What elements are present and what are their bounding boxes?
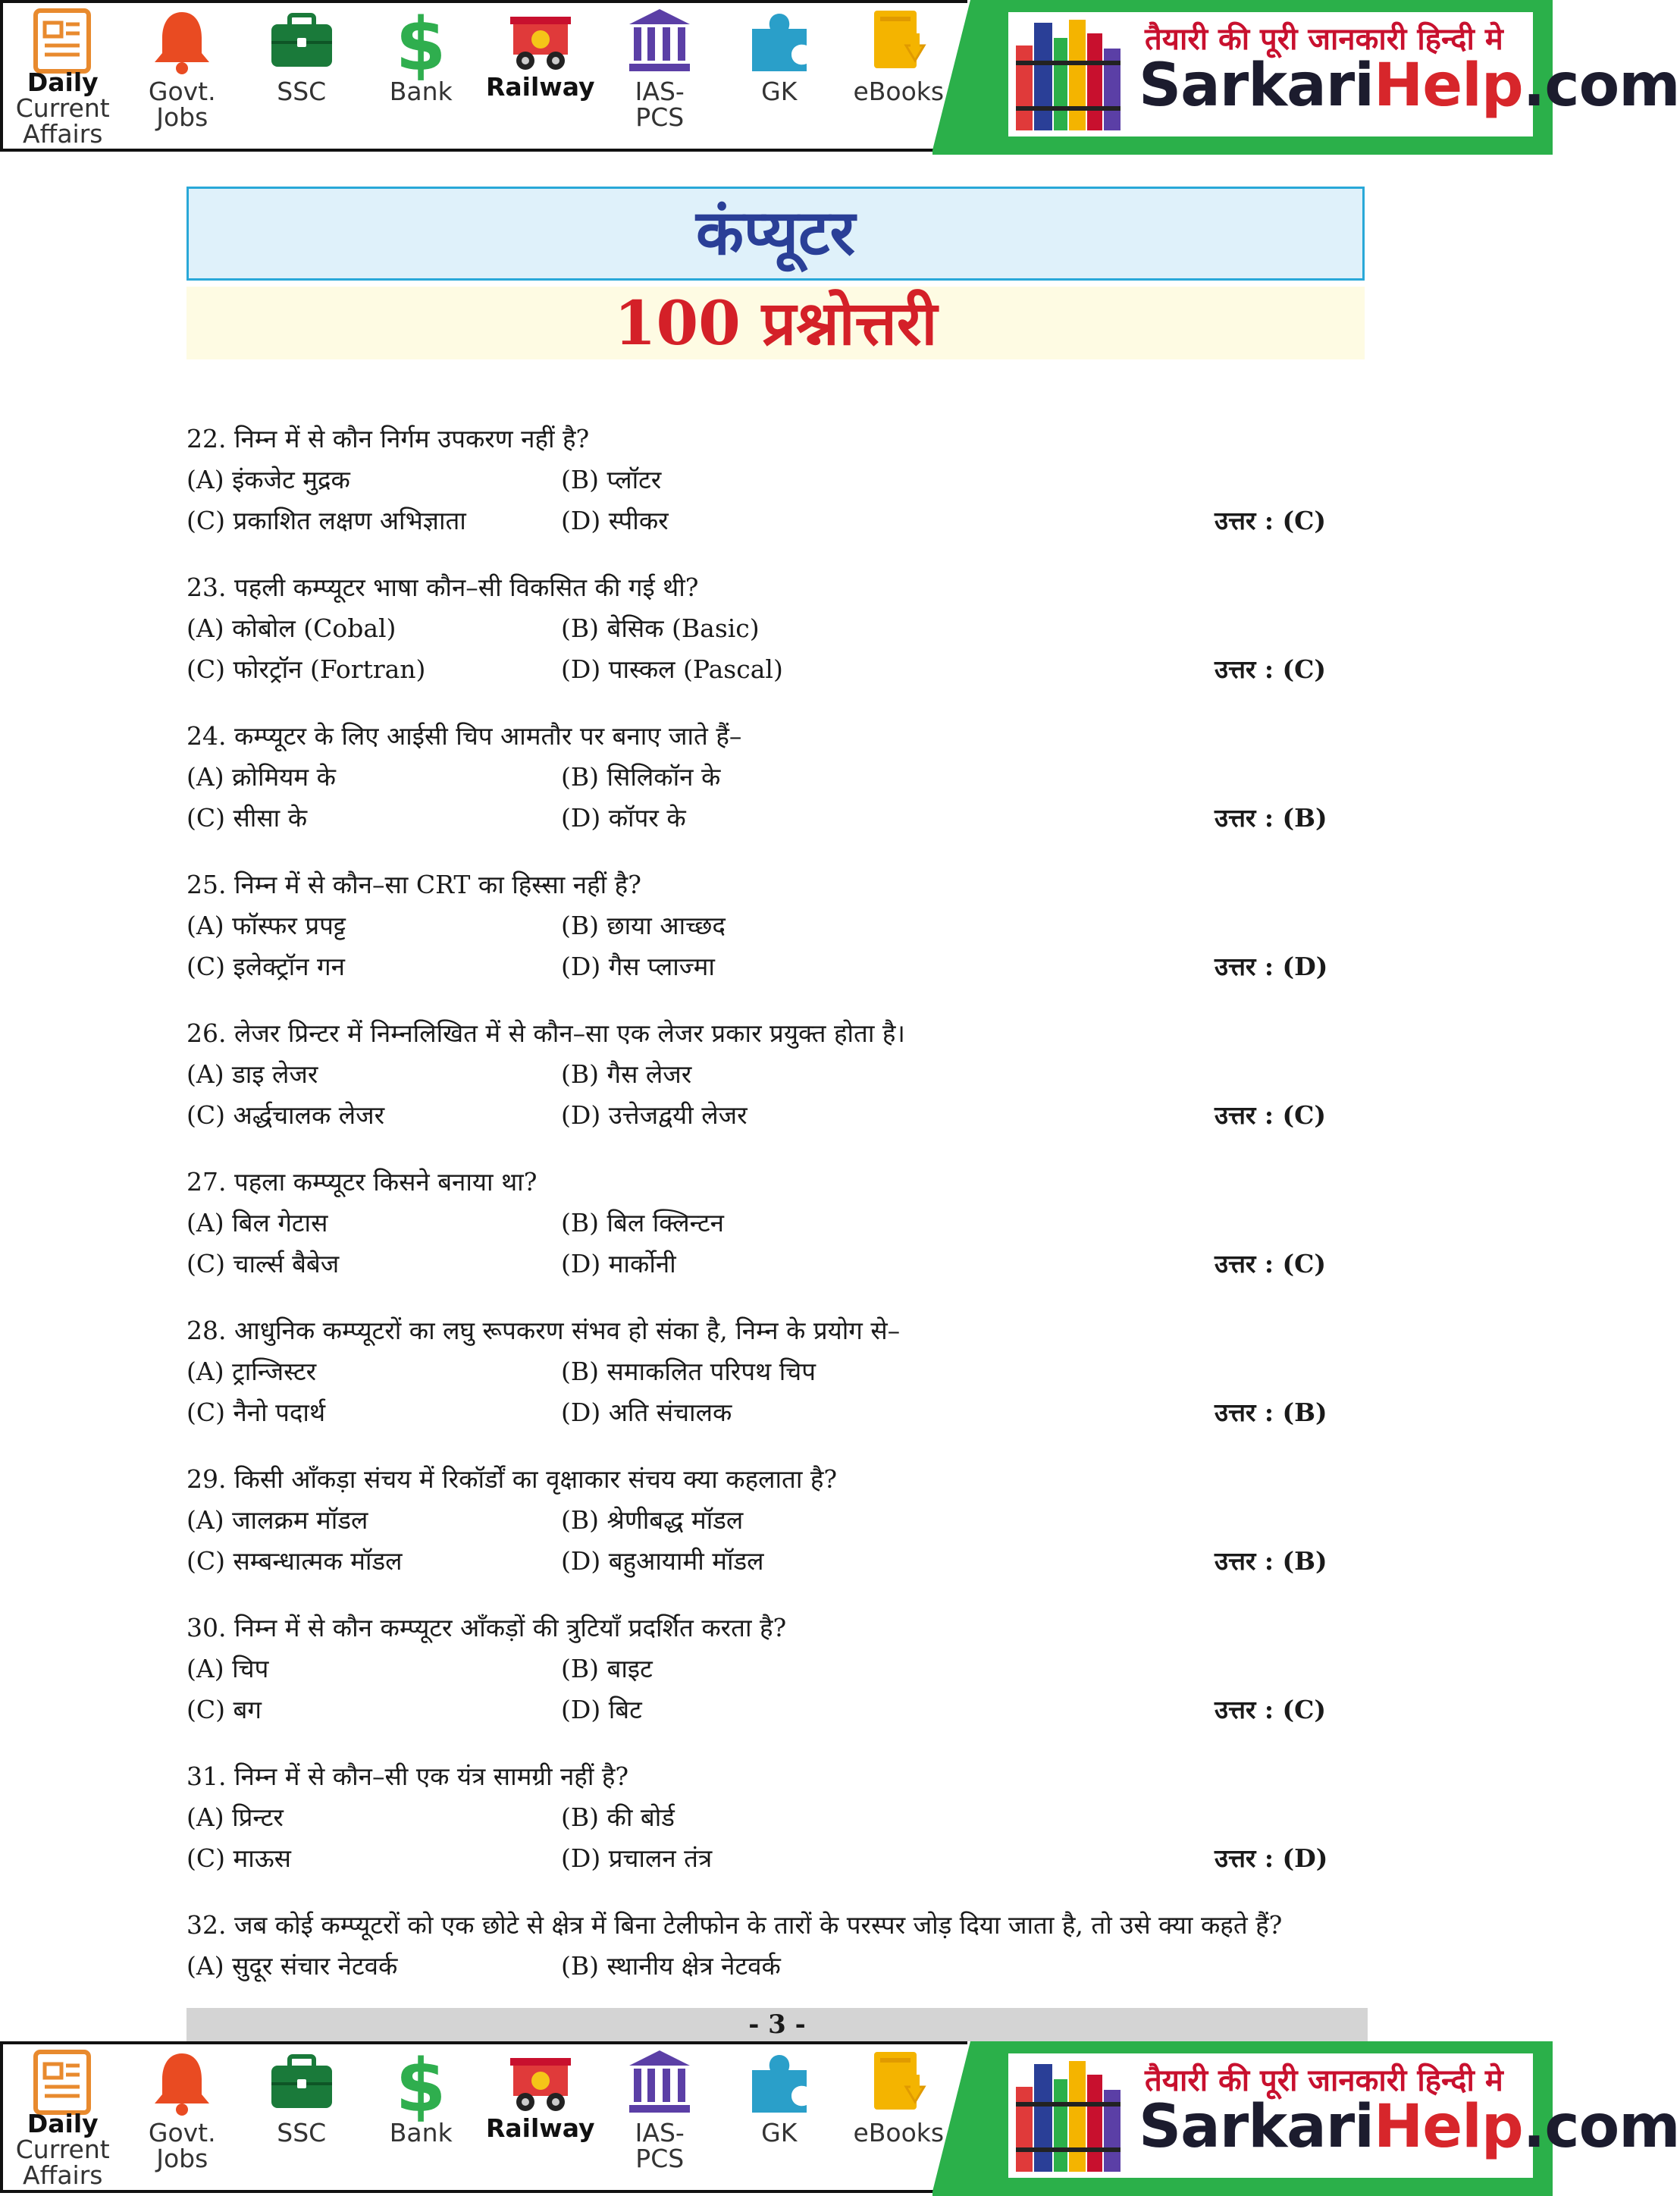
- answer: उत्तर : (B): [1215, 1398, 1327, 1427]
- option-b: (B) छाया आच्छद: [561, 911, 726, 940]
- answer: उत्तर : (D): [1215, 1843, 1328, 1873]
- nav-label: SSC: [277, 77, 327, 106]
- answer: उत्तर : (C): [1215, 1249, 1327, 1278]
- answer: उत्तर : (C): [1215, 1695, 1327, 1724]
- question-text: 25. निम्न में से कौन–सा CRT का हिस्सा नहीं है?: [186, 870, 641, 899]
- nav-label: GK: [761, 77, 798, 106]
- nav-label: Railway: [485, 72, 595, 102]
- answer: उत्तर : (D): [1215, 952, 1328, 981]
- nav-label-line2: PCS: [635, 2144, 685, 2173]
- nav-label: Daily: [27, 2109, 99, 2138]
- option-b: (B) स्थानीय क्षेत्र नेटवर्क: [561, 1951, 781, 1981]
- brand-name: [1139, 52, 1680, 120]
- books-icon: [1013, 15, 1134, 133]
- question-item: [186, 567, 1369, 716]
- subtitle-box: [186, 287, 1365, 359]
- nav-label: SSC: [277, 2118, 327, 2147]
- nav-label: Govt.: [148, 2118, 216, 2147]
- train-icon: [506, 2047, 575, 2117]
- option-c: (C) बग: [186, 1695, 262, 1724]
- option-c: (C) इलेक्ट्रॉन गन: [186, 952, 345, 981]
- nav-label: GK: [761, 2118, 798, 2147]
- answer: उत्तर : (C): [1215, 1100, 1327, 1130]
- nav-label: Bank: [389, 77, 453, 106]
- question-text: 23. पहली कम्प्यूटर भाषा कौन–सी विकसित की गई थी?: [186, 573, 699, 602]
- nav-gk[interactable]: [719, 2041, 839, 2190]
- nav-menu: [3, 2041, 958, 2190]
- option-a: (A) डाइ लेजर: [186, 1059, 318, 1089]
- brand-logo-box[interactable]: [1008, 2053, 1680, 2178]
- nav-ssc[interactable]: [242, 0, 362, 149]
- briefcase-icon: [267, 6, 337, 76]
- nav-label-line3: Affairs: [23, 2160, 103, 2190]
- question-text: 24. कम्प्यूटर के लिए आईसी चिप आमतौर पर बनाए जाते हैं–: [186, 721, 742, 751]
- nav-label: Bank: [389, 2118, 453, 2147]
- question-text: 22. निम्न में से कौन निर्गम उपकरण नहीं है?: [186, 424, 590, 453]
- option-d: (D) कॉपर के: [561, 803, 686, 833]
- bell-icon: [147, 2047, 217, 2117]
- nav-label: Railway: [485, 2113, 595, 2143]
- nav-label: eBooks: [853, 77, 945, 106]
- brand-logo-box[interactable]: [1008, 12, 1680, 136]
- option-a: (A) चिप: [186, 1654, 269, 1683]
- option-a: (A) इंकजेट मुद्रक: [186, 465, 350, 494]
- brand-name-part: .com: [1522, 52, 1680, 120]
- question-list: [186, 419, 1369, 2053]
- answer: उत्तर : (C): [1215, 506, 1327, 535]
- answer: उत्तर : (B): [1215, 803, 1327, 833]
- answer: उत्तर : (B): [1215, 1546, 1327, 1576]
- option-d: (D) गैस प्लाज्मा: [561, 952, 715, 981]
- question-item: [186, 864, 1369, 1013]
- nav-label: Daily: [27, 67, 99, 97]
- train-icon: [506, 6, 575, 76]
- nav-govt-jobs[interactable]: [123, 2041, 243, 2190]
- nav-gk[interactable]: [719, 0, 839, 149]
- option-b: (B) श्रेणीबद्ध मॉडल: [561, 1505, 744, 1535]
- question-text: 32. जब कोई कम्प्यूटरों को एक छोटे से क्षेत्र में बिना टेलीफोन के तारों के परस्पर जोड़ दिया जाता है, तो उसे क्या कहते हैं?: [186, 1910, 1283, 1940]
- option-b: (B) की बोर्ड: [561, 1802, 675, 1832]
- option-a: (A) बिल गेटास: [186, 1208, 328, 1238]
- answer: उत्तर : (C): [1215, 654, 1327, 684]
- option-d: (D) बिट: [561, 1695, 642, 1724]
- brand-name-part: Help: [1374, 2093, 1523, 2161]
- nav-bank[interactable]: [362, 0, 481, 149]
- option-c: (C) सम्बन्धात्मक मॉडल: [186, 1546, 403, 1576]
- question-item: [186, 1608, 1369, 1756]
- books-icon: [1013, 2056, 1134, 2175]
- nav-label-line2: Jobs: [156, 2144, 208, 2173]
- newspaper-icon: [28, 2047, 98, 2117]
- option-a: (A) क्रोमियम के: [186, 762, 336, 792]
- nav-label-line2: Current: [15, 2135, 110, 2164]
- bell-icon: [147, 6, 217, 76]
- option-a: (A) ट्रान्जिस्टर: [186, 1357, 317, 1386]
- nav-label-line2: Current: [15, 93, 110, 123]
- nav-daily-current-affairs[interactable]: [3, 0, 123, 149]
- brand-name: [1139, 2093, 1680, 2161]
- option-d: (D) पास्कल (Pascal): [561, 654, 783, 684]
- option-c: (C) चार्ल्स बैबेज: [186, 1249, 340, 1278]
- nav-label: IAS-: [635, 2118, 685, 2147]
- svg-text:$: $: [395, 2044, 447, 2129]
- option-a: (A) प्रिन्टर: [186, 1802, 284, 1832]
- top-nav-bar: [0, 0, 1680, 155]
- option-a: (A) फॉस्फर प्रपट्ट: [186, 911, 346, 940]
- question-item: [186, 419, 1369, 567]
- option-b: (B) प्लॉटर: [561, 465, 662, 494]
- svg-text:$: $: [395, 2, 447, 87]
- question-text: 26. लेजर प्रिन्टर में निम्नलिखित में से कौन–सा एक लेजर प्रकार प्रयुक्त होता है।: [186, 1018, 905, 1048]
- nav-label: IAS-: [635, 77, 685, 106]
- option-d: (D) स्पीकर: [561, 506, 669, 535]
- nav-label-line2: Jobs: [156, 102, 208, 132]
- dollar-icon: [386, 2, 456, 87]
- nav-govt-jobs[interactable]: [123, 0, 243, 149]
- building-icon: [625, 6, 694, 76]
- brand-name-part: .com: [1522, 2093, 1680, 2161]
- option-a: (A) कोबोल (Cobal): [186, 613, 396, 643]
- option-a: (A) सुदूर संचार नेटवर्क: [186, 1951, 398, 1981]
- brand-name-part: Sarkari: [1139, 52, 1374, 120]
- brand-tagline: तैयारी की पूरी जानकारी हिन्दी मे: [1145, 2063, 1503, 2098]
- question-text: 29. किसी आँकड़ा संचय में रिकॉर्डों का वृक्षाकार संचय क्या कहलाता है?: [186, 1464, 838, 1494]
- option-c: (C) अर्द्धचालक लेजर: [186, 1100, 385, 1130]
- nav-label-line2: PCS: [635, 102, 685, 132]
- nav-label-line3: Affairs: [23, 119, 103, 149]
- briefcase-icon: [267, 2047, 337, 2117]
- option-d: (D) बहुआयामी मॉडल: [561, 1546, 764, 1576]
- nav-ssc[interactable]: [242, 2041, 362, 2190]
- option-b: (B) बाइट: [561, 1654, 653, 1683]
- ebook-icon: [864, 6, 933, 76]
- nav-railway[interactable]: [481, 2041, 600, 2190]
- question-item: [186, 1310, 1369, 1459]
- option-b: (B) बेसिक (Basic): [561, 613, 760, 643]
- nav-railway[interactable]: [481, 0, 600, 149]
- dollar-icon: [386, 2044, 456, 2129]
- nav-menu: [3, 0, 958, 149]
- option-c: (C) नैनो पदार्थ: [186, 1398, 326, 1427]
- question-item: [186, 716, 1369, 864]
- nav-ias-pcs[interactable]: [600, 0, 720, 149]
- option-c: (C) सीसा के: [186, 803, 308, 833]
- option-d: (D) मार्कोनी: [561, 1249, 676, 1278]
- option-c: (C) माऊस: [186, 1843, 291, 1873]
- title-box: [186, 187, 1365, 281]
- brand-name-part: Sarkari: [1139, 2093, 1374, 2161]
- question-text: 31. निम्न में से कौन–सी एक यंत्र सामग्री नहीं है?: [186, 1762, 629, 1791]
- puzzle-icon: [744, 6, 814, 76]
- nav-label: Govt.: [148, 77, 216, 106]
- ebook-icon: [864, 2047, 933, 2117]
- question-item: [186, 1756, 1369, 1905]
- nav-ias-pcs[interactable]: [600, 2041, 720, 2190]
- option-b: (B) बिल क्लिन्टन: [561, 1208, 724, 1238]
- question-item: [186, 1162, 1369, 1310]
- option-c: (C) प्रकाशित लक्षण अभिज्ञाता: [186, 506, 466, 535]
- page-title: कंप्यूटर: [695, 197, 856, 269]
- option-d: (D) प्रचालन तंत्र: [561, 1843, 713, 1873]
- option-a: (A) जालक्रम मॉडल: [186, 1505, 368, 1535]
- building-icon: [625, 2047, 694, 2117]
- question-text: 27. पहला कम्प्यूटर किसने बनाया था?: [186, 1167, 538, 1197]
- bottom-nav-bar: [0, 2041, 1680, 2196]
- option-b: (B) समाकलित परिपथ चिप: [561, 1357, 816, 1386]
- nav-bank[interactable]: [362, 2041, 481, 2190]
- question-item: [186, 1013, 1369, 1162]
- nav-label: eBooks: [853, 2118, 945, 2147]
- brand-name-part: Help: [1374, 52, 1523, 120]
- nav-daily-current-affairs[interactable]: [3, 2041, 123, 2190]
- brand-tagline: तैयारी की पूरी जानकारी हिन्दी मे: [1145, 21, 1503, 57]
- option-d: (D) अति संचालक: [561, 1398, 732, 1427]
- question-item: [186, 1459, 1369, 1608]
- option-b: (B) गैस लेजर: [561, 1059, 692, 1089]
- puzzle-icon: [744, 2047, 814, 2117]
- question-text: 30. निम्न में से कौन कम्प्यूटर आँकड़ों की त्रुटियाँ प्रदर्शित करता है?: [186, 1613, 787, 1642]
- option-b: (B) सिलिकॉन के: [561, 762, 721, 792]
- question-text: 28. आधुनिक कम्प्यूटरों का लघु रूपकरण संभव हो संका है, निम्न के प्रयोग से–: [186, 1316, 901, 1345]
- option-d: (D) उत्तेजद्वयी लेजर: [561, 1100, 748, 1130]
- page-subtitle: 100 प्रश्नोत्तरी: [613, 287, 938, 359]
- newspaper-icon: [28, 6, 98, 76]
- option-c: (C) फोरट्रॉन (Fortran): [186, 654, 426, 684]
- page-number: - 3 -: [186, 2008, 1368, 2041]
